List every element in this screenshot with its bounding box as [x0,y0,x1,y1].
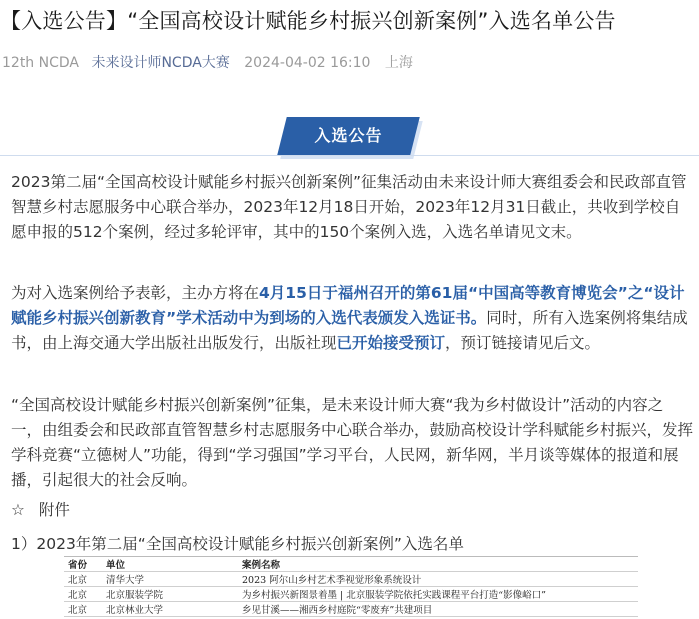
cell-case-name: 乡见甘溪——湘西乡村庭院“零废弃”共建项目 [238,602,638,617]
header-case-name: 案例名称 [238,557,638,572]
paragraph-award [11,281,693,356]
publish-date: 2024-04-02 16:10 [244,55,371,71]
award-text-a: 为对入选案例给予表彰，主办方将在 [11,284,260,302]
cell-unit: 清华大学 [102,572,238,587]
author-link[interactable]: 未来设计师NCDA大赛 [91,55,230,71]
article-meta [2,53,413,73]
cell-case-name: 2023 阿尔山乡村艺术季视觉形象系统设计 [238,572,638,587]
cell-province: 北京 [64,587,102,602]
cell-unit: 北京林业大学 [102,602,238,617]
table-row [64,572,638,587]
table-row [64,602,638,617]
selected-list-table [64,557,638,617]
table-header-row [64,557,638,572]
banner-divider [0,155,699,156]
attachment-item: 1）2023年第二届“全国高校设计赋能乡村振兴创新案例”入选名单 [11,535,464,553]
header-unit: 单位 [102,557,238,572]
header-province: 省份 [64,557,102,572]
star-icon: ☆ [11,501,25,519]
award-text-c: 同时，所有入选案例将集结成书，由上海交通大学出版社出版发行，出版社现 [11,309,688,352]
award-highlight-event: 4月15日于福州召开的第61届“中国高等教育博览会”之“设计赋能乡村振兴创新教育”学术活动中为到场的入选代表颁发入选证书。 [11,284,685,327]
publish-location: 上海 [384,55,413,71]
cell-case-name: 为乡村振兴新图景着墨 | 北京服装学院依托实践课程平台打造“影像峪口” [238,587,638,602]
attachment-label: 附件 [38,501,70,519]
award-text-e: ，预订链接请见后文。 [445,334,601,352]
cell-province: 北京 [64,572,102,587]
table-row [64,587,638,602]
paragraph-intro: 2023第二届“全国高校设计赋能乡村振兴创新案例”征集活动由未来设计师大赛组委会和民政部直管智慧乡村志愿服务中心联合举办，2023年12月18日开始，2023年12月31日截止，共收到学校自愿申报的512个案例，经过多轮评审，其中的150个案例入选，入选名单请见文末。 [11,173,687,241]
account-name[interactable]: 12th NCDA [2,55,79,71]
paragraph-background: “全国高校设计赋能乡村振兴创新案例”征集，是未来设计师大赛“我为乡村做设计”活动的内容之一，由组委会和民政部直管智慧乡村志愿服务中心联合举办，鼓励高校设计学科赋能乡村振兴，发挥学科竞赛“立德树人”功能，得到“学习强国”学习平台，人民网，新华网，半月谈等媒体的报道和展播，引起很大的社会反响。 [11,396,694,489]
attachment-heading [11,498,70,523]
award-highlight-preorder: 已开始接受预订 [336,334,446,352]
announcement-banner [282,117,415,155]
banner-label: 入选公告 [314,126,383,145]
cell-unit: 北京服装学院 [102,587,238,602]
cell-province: 北京 [64,602,102,617]
selected-list-image[interactable] [64,556,638,619]
article-title: 【入选公告】“全国高校设计赋能乡村振兴创新案例”入选名单公告 [0,9,616,33]
